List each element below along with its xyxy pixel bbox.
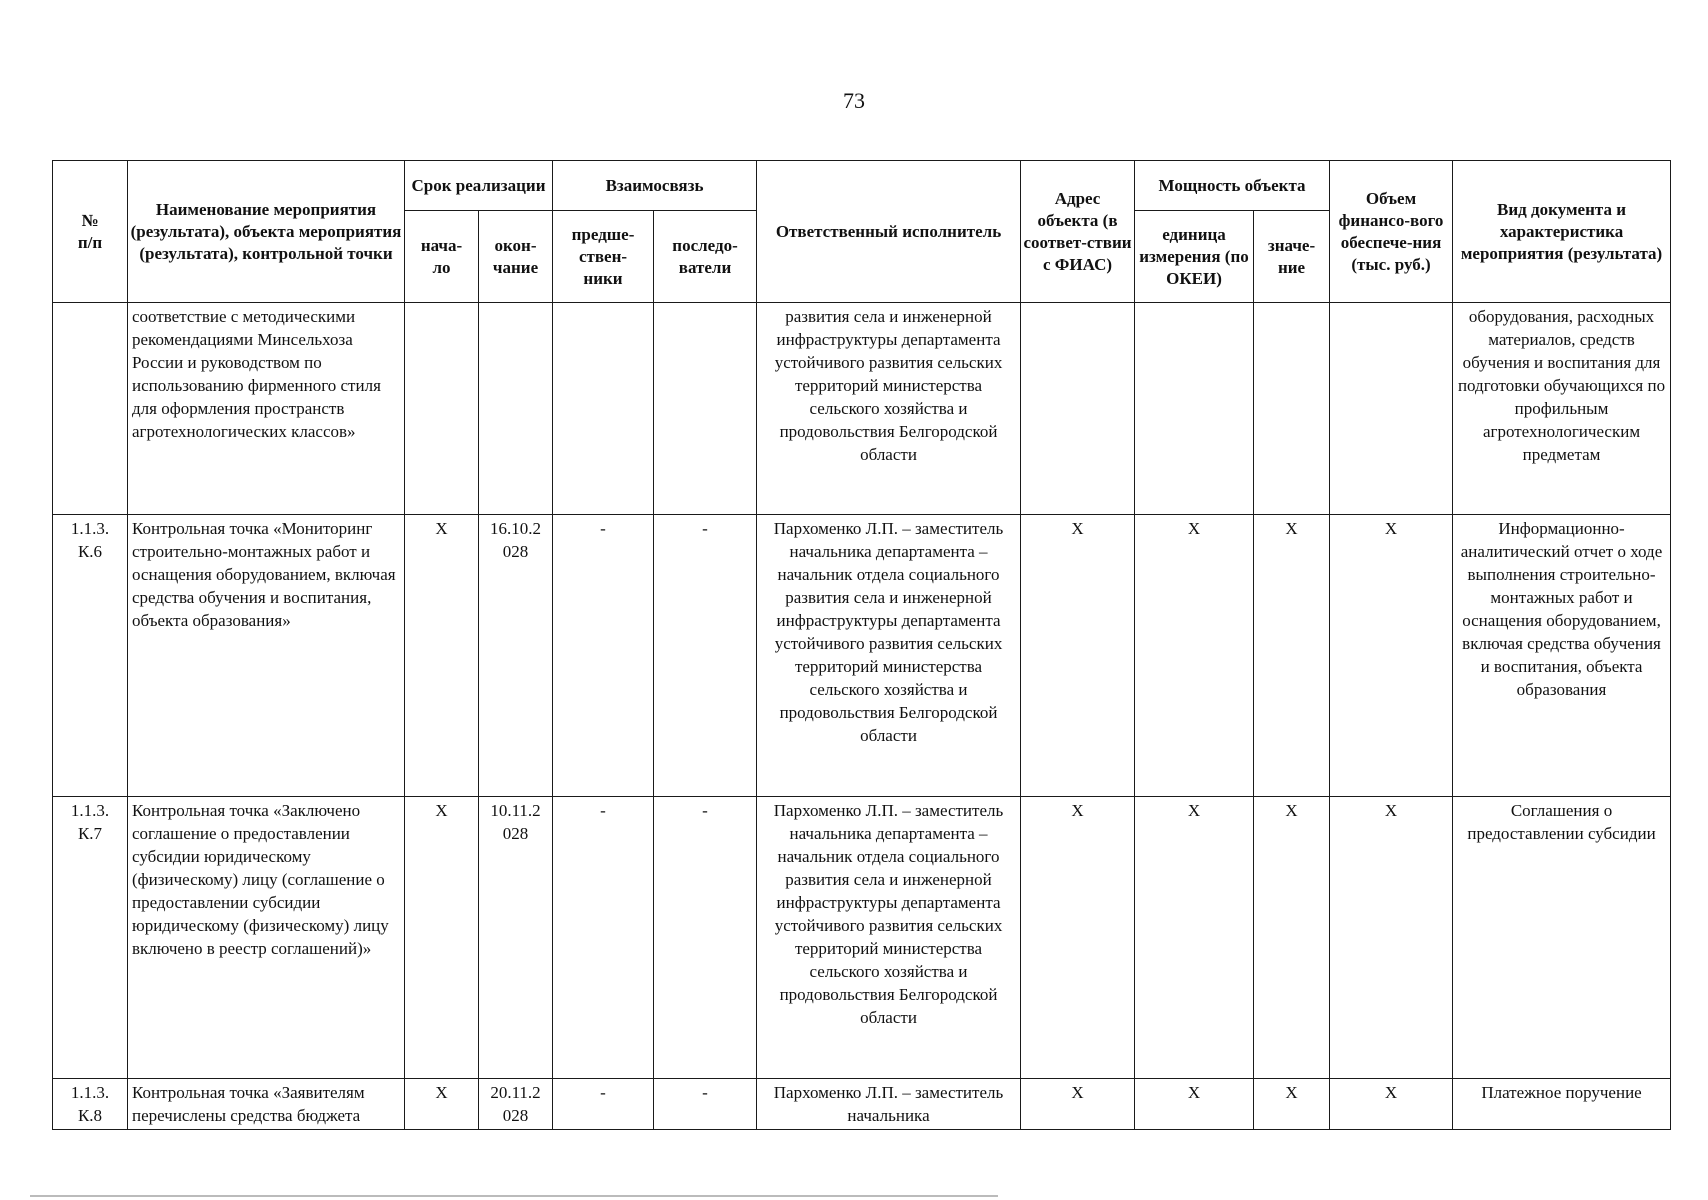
row-predecessors: - xyxy=(553,797,654,1079)
row-predecessors: - xyxy=(553,515,654,797)
header-doc-type: Вид документа и характеристика мероприятия (результата) xyxy=(1453,161,1671,303)
row-unit: Х xyxy=(1135,797,1254,1079)
row-address: Х xyxy=(1021,515,1135,797)
row-responsible: Пархоменко Л.П. – заместитель начальника департамента – начальник отдела социального развития села и инженерной инфраструктуры департамента устойчивого развития сельских территорий министерства сельского хозяйства и продовольствия Белгородской области xyxy=(757,797,1021,1079)
header-value: значе- ние xyxy=(1254,211,1330,303)
header-funding: Объем финансо-вого обеспече-ния (тыс. руб.) xyxy=(1330,161,1453,303)
activities-table xyxy=(52,160,1671,1130)
row-funding: Х xyxy=(1330,797,1453,1079)
row-funding: Х xyxy=(1330,1079,1453,1130)
row-doc: Платежное поручение xyxy=(1453,1079,1671,1130)
row-start: Х xyxy=(405,1079,479,1130)
header-period: Срок реализации xyxy=(405,161,553,211)
table-row xyxy=(53,797,1671,1079)
row-end: 20.11.2 028 xyxy=(479,1079,553,1130)
header-responsible: Ответственный исполнитель xyxy=(757,161,1021,303)
row-predecessors: - xyxy=(553,1079,654,1130)
table-row xyxy=(53,1079,1671,1130)
row-start xyxy=(405,303,479,515)
row-responsible: развития села и инженерной инфраструктуры департамента устойчивого развития сельских территорий министерства сельского хозяйства и продовольствия Белгородской области xyxy=(757,303,1021,515)
row-start: Х xyxy=(405,797,479,1079)
row-num xyxy=(53,303,128,515)
row-end xyxy=(479,303,553,515)
row-num: 1.1.3. К.8 xyxy=(53,1079,128,1130)
page-number: 73 xyxy=(843,88,865,113)
header-capacity: Мощность объекта xyxy=(1135,161,1330,211)
header-period-end: окон- чание xyxy=(479,211,553,303)
row-value: Х xyxy=(1254,515,1330,797)
row-num: 1.1.3. К.6 xyxy=(53,515,128,797)
row-value xyxy=(1254,303,1330,515)
row-value: Х xyxy=(1254,797,1330,1079)
row-unit: Х xyxy=(1135,515,1254,797)
row-start: Х xyxy=(405,515,479,797)
table-row xyxy=(53,303,1671,515)
row-successors: - xyxy=(654,1079,757,1130)
row-doc: Информационно-аналитический отчет о ходе выполнения строительно-монтажных работ и оснащения оборудованием, включая средства обучения и воспитания, объекта образования xyxy=(1453,515,1671,797)
row-successors: - xyxy=(654,797,757,1079)
header-predecessors: предше- ствен- ники xyxy=(553,211,654,303)
scan-edge-divider xyxy=(30,1195,998,1197)
row-address xyxy=(1021,303,1135,515)
row-responsible: Пархоменко Л.П. – заместитель начальника xyxy=(757,1079,1021,1130)
header-num: № п/п xyxy=(53,161,128,303)
row-end: 10.11.2 028 xyxy=(479,797,553,1079)
row-unit: Х xyxy=(1135,1079,1254,1130)
header-relation: Взаимосвязь xyxy=(553,161,757,211)
header-unit: единица измерения (по ОКЕИ) xyxy=(1135,211,1254,303)
row-responsible: Пархоменко Л.П. – заместитель начальника департамента – начальник отдела социального развития села и инженерной инфраструктуры департамента устойчивого развития сельских территорий министерства сельского хозяйства и продовольствия Белгородской области xyxy=(757,515,1021,797)
header-successors: последо- ватели xyxy=(654,211,757,303)
row-end: 16.10.2 028 xyxy=(479,515,553,797)
row-funding xyxy=(1330,303,1453,515)
row-name: Контрольная точка «Заключено соглашение о предоставлении субсидии юридическому (физическому) лицу (соглашение о предоставлении субсидии юридическому (физическому) лицу включено в реестр соглашений)» xyxy=(128,797,405,1079)
row-successors xyxy=(654,303,757,515)
row-name: Контрольная точка «Заявителям перечислены средства бюджета xyxy=(128,1079,405,1130)
row-name: Контрольная точка «Мониторинг строительно-монтажных работ и оснащения оборудованием, включая средства обучения и воспитания, объекта образования» xyxy=(128,515,405,797)
row-funding: Х xyxy=(1330,515,1453,797)
row-doc: оборудования, расходных материалов, средств обучения и воспитания для подготовки обучающихся по профильным агротехнологическим предметам xyxy=(1453,303,1671,515)
header-name: Наименование мероприятия (результата), объекта мероприятия (результата), контрольной точки xyxy=(128,161,405,303)
table-row xyxy=(53,515,1671,797)
row-address: Х xyxy=(1021,797,1135,1079)
row-name: соответствие с методическими рекомендациями Минсельхоза России и руководством по использованию фирменного стиля для оформления пространств агротехнологических классов» xyxy=(128,303,405,515)
row-successors: - xyxy=(654,515,757,797)
row-address: Х xyxy=(1021,1079,1135,1130)
row-unit xyxy=(1135,303,1254,515)
header-address: Адрес объекта (в соответ-ствии с ФИАС) xyxy=(1021,161,1135,303)
row-value: Х xyxy=(1254,1079,1330,1130)
row-doc: Соглашения о предоставлении субсидии xyxy=(1453,797,1671,1079)
row-num: 1.1.3. К.7 xyxy=(53,797,128,1079)
row-predecessors xyxy=(553,303,654,515)
header-period-start: нача- ло xyxy=(405,211,479,303)
